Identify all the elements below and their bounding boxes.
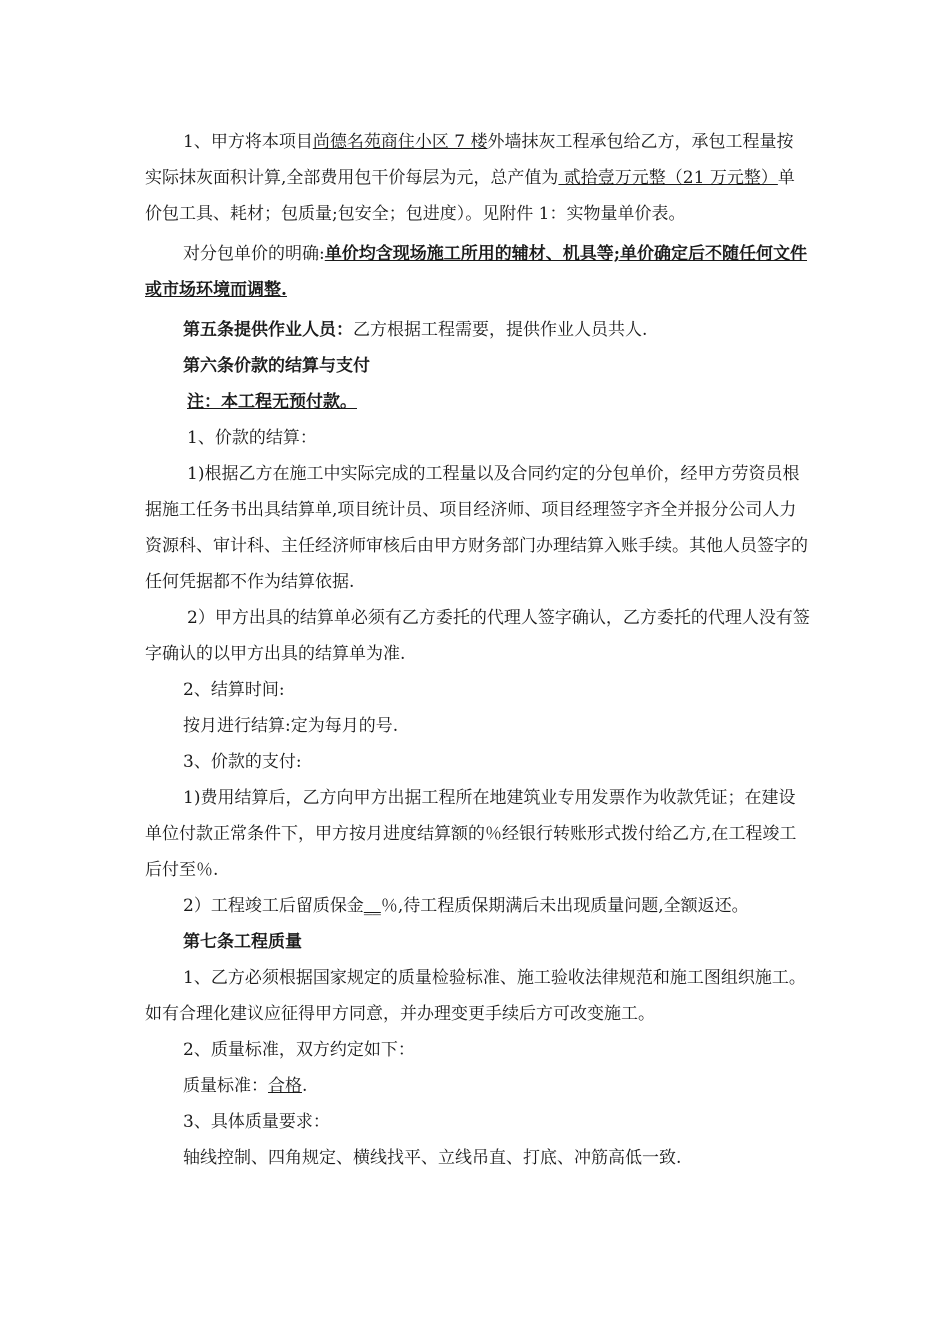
article6-s1: 1、价款的结算：	[187, 428, 317, 448]
unit-price-terms: 单价均含现场施工所用的辅材、机具等;单价确定后不随任何文件或市场环境而调整.	[145, 244, 808, 300]
article7-heading: 第七条工程质量	[183, 932, 302, 952]
quality-standard-end: .	[302, 1076, 308, 1096]
unit-price-label: 对分包单价的明确:	[183, 244, 325, 264]
article6-s1-1: 1)根据乙方在施工中实际完成的工程量以及合同约定的分包单价，经甲方劳资员根据施工任务书出具结算单,项目统计员、项目经济师、项目经理签字齐全并报分公司人力资源科、审计科、主任经济师审核后由甲方财务部门办理结算入账手续。其他人员签字的任何凭据都不作为结算依据.	[145, 464, 808, 592]
article6-note	[145, 384, 810, 420]
clause1-text-a: 1、甲方将本项目	[183, 132, 313, 152]
article5-heading: 第五条提供作业人员：	[183, 320, 353, 340]
article6-s2-text: 按月进行结算:定为每月的号.	[183, 716, 399, 736]
article7-s3: 3、具体质量要求：	[183, 1112, 330, 1132]
article5	[145, 312, 810, 348]
clause1-text-c: 单价包工具、耗材；包质量;包安全；包进度）。见附件 1：实物量单价表。	[145, 168, 795, 224]
article6-s3-1: 1)费用结算后，乙方向甲方出据工程所在地建筑业专用发票作为收款凭证；在建设单位付款正常条件下，甲方按月进度结算额的％经银行转账形式拨付给乙方,在工程竣工后付至％.	[145, 788, 797, 880]
article6-s2: 2、结算时间:	[183, 680, 285, 700]
article7-s2: 2、质量标准，双方约定如下：	[183, 1040, 415, 1060]
total-amount: 贰拾壹万元整（21 万元整）	[558, 168, 778, 188]
project-name: 尚德名苑商住小区 7 楼	[312, 132, 488, 152]
retention-blank: __	[363, 896, 381, 916]
article6-s3-2	[145, 888, 810, 924]
no-advance-payment-note: 注：本工程无预付款。	[187, 392, 357, 412]
article5-text: 乙方根据工程需要，提供作业人员共人.	[353, 320, 648, 340]
article6-s1-2: 2）甲方出具的结算单必须有乙方委托的代理人签字确认，乙方委托的代理人没有签字确认的以甲方出具的结算单为准.	[145, 608, 810, 664]
clause1-text-b: 外墙抹灰工程承包给乙方，承包工程量按实际抹灰面积计算,全部费用包干价每层为元，总产值为	[145, 132, 794, 188]
article6-heading: 第六条价款的结算与支付	[183, 356, 370, 376]
retention-text-b: ％,待工程质保期满后未出现质量问题,全额返还。	[380, 896, 749, 916]
quality-standard-value: 合格	[268, 1076, 302, 1096]
retention-text-a: 2）工程竣工后留质保金	[183, 896, 364, 916]
article6-s3: 3、价款的支付:	[183, 752, 302, 772]
article7-s1: 1、乙方必须根据国家规定的质量检验标准、施工验收法律规范和施工图组织施工。如有合理化建议应征得甲方同意，并办理变更手续后方可改变施工。	[145, 968, 806, 1024]
quality-standard	[145, 1068, 810, 1104]
unit-price-clause	[145, 236, 810, 308]
article7-s3-text: 轴线控制、四角规定、横线找平、立线吊直、打底、冲筋高低一致.	[183, 1148, 682, 1168]
quality-standard-label: 质量标准：	[183, 1076, 268, 1096]
article4-clause1	[145, 124, 810, 232]
document-page	[145, 124, 810, 1176]
